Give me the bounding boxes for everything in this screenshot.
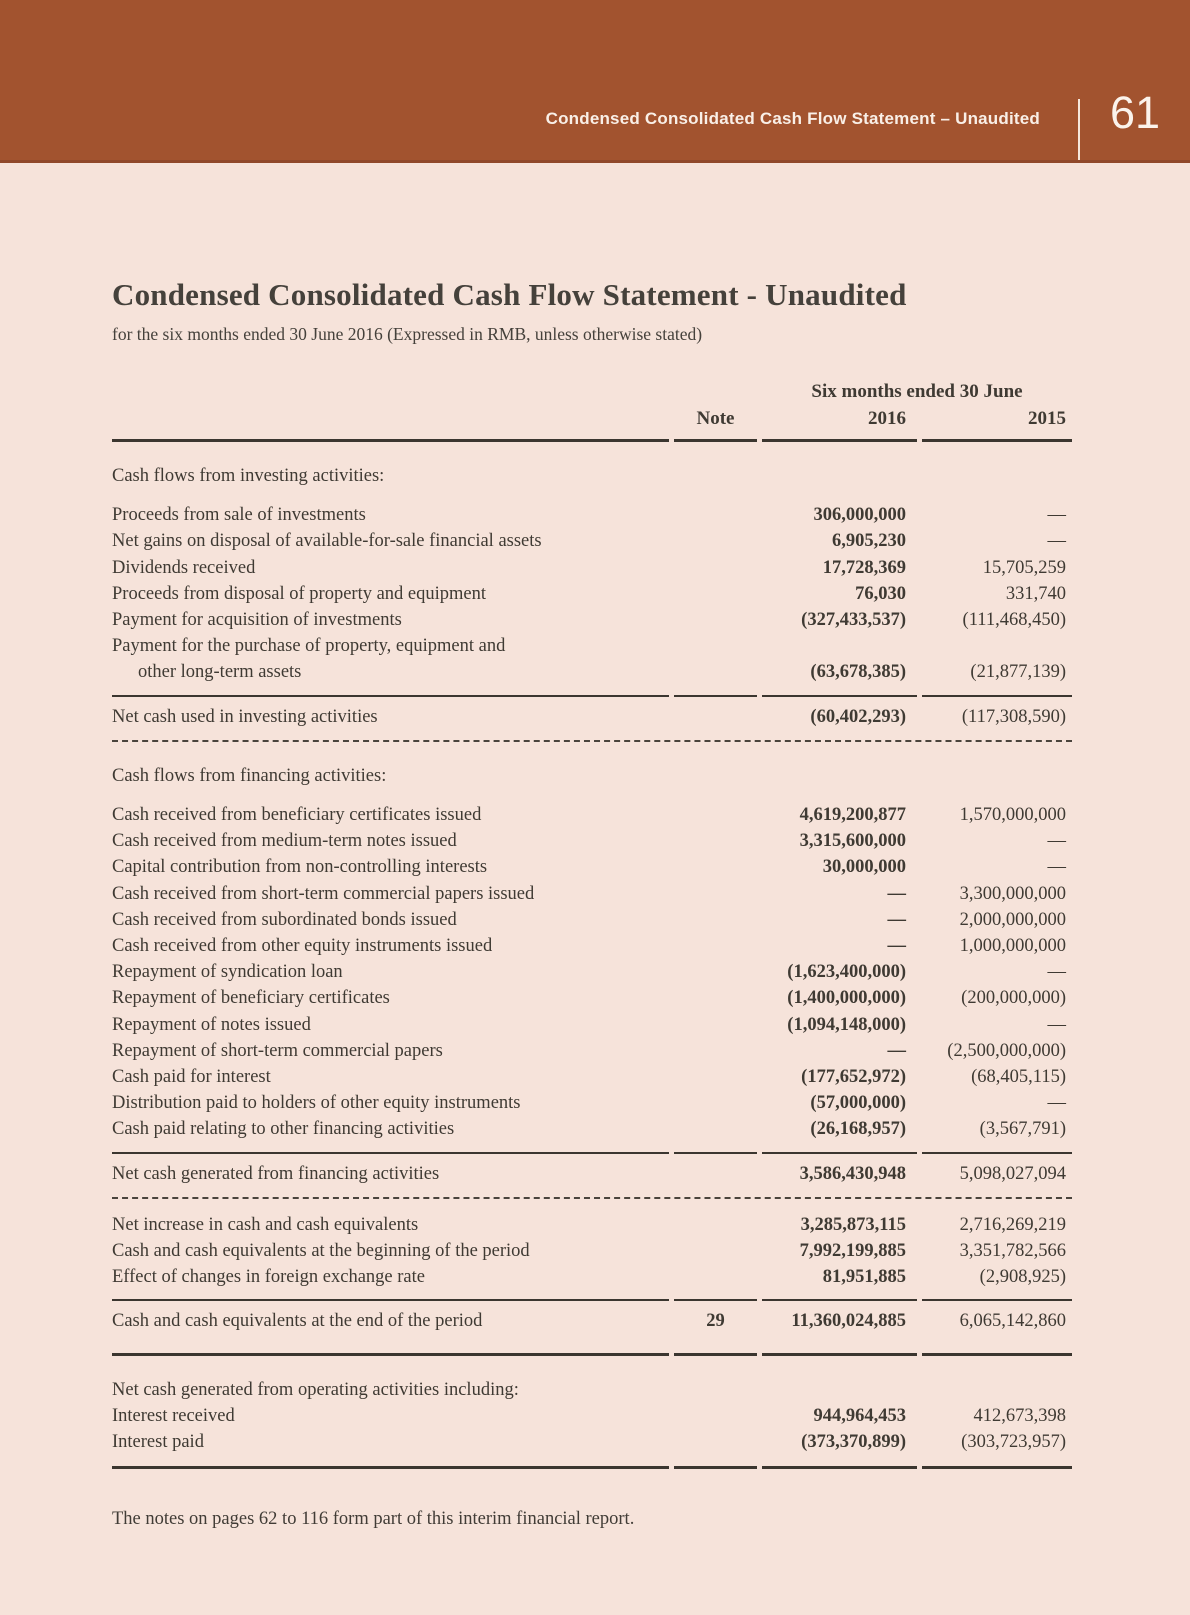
- running-header-title: Condensed Consolidated Cash Flow Statement – Unaudited: [545, 109, 1040, 128]
- table-row: [112, 502, 1072, 528]
- row-label: Cash paid for interest: [112, 1067, 271, 1088]
- row-value-2015: 3,351,782,566: [959, 1241, 1066, 1262]
- row-value-2015: 1,570,000,000: [959, 805, 1066, 826]
- row-label: Capital contribution from non-controlling interests: [112, 857, 488, 878]
- table-row: [112, 959, 1072, 985]
- row-value-2015: (117,308,590): [961, 706, 1066, 727]
- row-label: Distribution paid to holders of other equity instruments: [112, 1093, 521, 1114]
- table-row: [112, 985, 1072, 1011]
- section-heading: [112, 463, 1072, 489]
- document-subtitle: for the six months ended 30 June 2016 (Expressed in RMB, unless otherwise stated): [112, 324, 703, 344]
- table-rule: [112, 1299, 1072, 1301]
- row-value-2016: (60,402,293): [810, 706, 906, 727]
- row-value-2016: 3,586,430,948: [799, 1163, 906, 1184]
- table-row: [112, 1264, 1072, 1290]
- row-label: Net gains on disposal of available-for-sale financial assets: [112, 531, 542, 552]
- column-header-2015: 2015: [1028, 408, 1066, 429]
- row-value-2016: —: [887, 936, 906, 957]
- row-label: Cash received from other equity instruments issued: [112, 936, 493, 957]
- row-value-2015: 412,673,398: [973, 1405, 1066, 1426]
- table-row: [112, 854, 1072, 880]
- row-value-2015: (2,908,925): [979, 1267, 1066, 1288]
- table-closing-rule: [112, 1466, 1072, 1469]
- row-value-2016: (63,678,385): [810, 662, 906, 683]
- row-value-2016: 7,992,199,885: [799, 1241, 906, 1262]
- row-label: Net cash generated from financing activities: [112, 1163, 440, 1184]
- table-row: [112, 528, 1072, 554]
- row-value-2015: (3,567,791): [979, 1119, 1066, 1140]
- table-row: [112, 907, 1072, 933]
- row-label: Cash paid relating to other financing activities: [112, 1119, 455, 1140]
- table-row: [112, 1429, 1072, 1455]
- row-value-2015: —: [1047, 962, 1066, 983]
- row-value-2016: 6,905,230: [832, 531, 906, 552]
- section-heading-label: Cash flows from investing activities:: [112, 466, 385, 486]
- row-value-2016: 11,360,024,885: [791, 1311, 906, 1332]
- row-value-2015: 6,065,142,860: [959, 1311, 1066, 1332]
- row-value-2015: (200,000,000): [961, 988, 1066, 1009]
- row-label: Cash received from short-term commercial papers issued: [112, 883, 535, 904]
- row-value-2015: —: [1047, 831, 1066, 852]
- table-header-rule: [112, 439, 1072, 442]
- row-value-2016: (373,370,899): [801, 1432, 906, 1453]
- row-label: Proceeds from sale of investments: [112, 505, 366, 526]
- row-value-2016: (26,168,957): [810, 1119, 906, 1140]
- table-row: [112, 1038, 1072, 1064]
- row-value-2015: —: [1047, 505, 1066, 526]
- row-value-2015: 2,716,269,219: [959, 1214, 1066, 1235]
- section-heading-label: Net cash generated from operating activities including:: [112, 1379, 519, 1400]
- table-row: [112, 1116, 1072, 1142]
- row-value-2015: 2,000,000,000: [959, 909, 1066, 930]
- row-value-2016: (1,623,400,000): [787, 962, 906, 983]
- row-label: Cash received from subordinated bonds issued: [112, 909, 457, 930]
- row-label: Cash received from medium-term notes issued: [112, 831, 457, 852]
- table-row: [112, 1403, 1072, 1429]
- table-closing-rule: [112, 1353, 1072, 1356]
- row-value-2016: —: [887, 883, 906, 904]
- table-row: [112, 659, 1072, 685]
- row-value-2015: (21,877,139): [970, 662, 1066, 683]
- table-spacer: [112, 789, 1072, 802]
- table-row: [112, 633, 1072, 659]
- row-value-2015: 3,300,000,000: [959, 883, 1066, 904]
- row-label: other long-term assets: [138, 662, 302, 683]
- row-label: Net cash used in investing activities: [112, 706, 378, 727]
- row-value-2016: 3,315,600,000: [799, 831, 906, 852]
- table-row: [112, 1238, 1072, 1264]
- row-label: Repayment of notes issued: [112, 1014, 311, 1035]
- table-row: [112, 581, 1072, 607]
- row-value-2015: (68,405,115): [971, 1067, 1066, 1088]
- row-value-2016: 76,030: [855, 583, 906, 604]
- section-heading: [112, 763, 1072, 789]
- row-value-2015: —: [1047, 1093, 1066, 1114]
- row-value-2016: 17,728,369: [822, 557, 906, 578]
- row-value-2015: —: [1047, 531, 1066, 552]
- row-value-2016: 3,285,873,115: [800, 1214, 906, 1235]
- total-row: [112, 697, 1072, 737]
- row-value-2015: (111,468,450): [962, 610, 1066, 631]
- table-spacer: [112, 1199, 1072, 1212]
- cash-flow-table: [112, 379, 1072, 1469]
- row-value-2016: —: [887, 1040, 906, 1061]
- row-value-2015: 5,098,027,094: [959, 1163, 1066, 1184]
- row-value-2016: 81,951,885: [822, 1267, 906, 1288]
- row-value-2016: (1,400,000,000): [787, 988, 906, 1009]
- table-row: [112, 1090, 1072, 1116]
- row-value-2015: 1,000,000,000: [959, 936, 1066, 957]
- total-row: [112, 1301, 1072, 1341]
- table-rule: [112, 1152, 1072, 1154]
- row-label: Cash and cash equivalents at the end of the period: [112, 1311, 483, 1332]
- row-label: Repayment of short-term commercial papers: [112, 1040, 443, 1061]
- row-note: 29: [706, 1311, 725, 1332]
- column-header-row: [112, 406, 1072, 432]
- row-label: Interest received: [112, 1405, 235, 1426]
- row-value-2016: (327,433,537): [801, 610, 906, 631]
- row-value-2016: 30,000,000: [822, 857, 906, 878]
- row-label: Cash and cash equivalents at the beginning of the period: [112, 1241, 530, 1262]
- row-value-2016: 306,000,000: [813, 505, 906, 526]
- table-rule: [112, 695, 1072, 697]
- page-number: 61: [1109, 87, 1161, 138]
- table-row: [112, 1064, 1072, 1090]
- row-value-2015: —: [1047, 857, 1066, 878]
- table-row: [112, 555, 1072, 581]
- row-value-2016: 4,619,200,877: [799, 805, 906, 826]
- table-row: [112, 1212, 1072, 1238]
- notes-reference: The notes on pages 62 to 116 form part of this interim financial report.: [112, 1509, 635, 1530]
- row-value-2015: (2,500,000,000): [947, 1040, 1066, 1061]
- row-label: Net increase in cash and cash equivalents: [112, 1214, 419, 1235]
- column-header-note: Note: [696, 408, 735, 429]
- row-value-2015: —: [1047, 1014, 1066, 1035]
- table-row: [112, 933, 1072, 959]
- column-group-header: Six months ended 30 June: [811, 381, 1023, 402]
- row-label: Effect of changes in foreign exchange rate: [112, 1267, 425, 1288]
- page-header-bar: [0, 0, 1190, 163]
- section-heading: [112, 1377, 1072, 1403]
- row-value-2016: (177,652,972): [801, 1067, 906, 1088]
- table-row: [112, 828, 1072, 854]
- row-value-2015: 15,705,259: [982, 557, 1066, 578]
- column-group-header-row: [112, 379, 1072, 405]
- row-label: Dividends received: [112, 557, 256, 578]
- row-value-2016: (57,000,000): [810, 1093, 906, 1114]
- row-value-2016: 944,964,453: [813, 1405, 906, 1426]
- table-row: [112, 1012, 1072, 1038]
- total-row: [112, 1154, 1072, 1194]
- section-heading-label: Cash flows from financing activities:: [112, 765, 387, 786]
- document-body: [0, 277, 1190, 1530]
- row-label: Cash received from beneficiary certificates issued: [112, 805, 482, 826]
- column-header-2016: 2016: [868, 408, 906, 429]
- row-label: Repayment of syndication loan: [112, 962, 343, 983]
- table-body: [112, 463, 1072, 1469]
- table-row: [112, 881, 1072, 907]
- row-label: Payment for the purchase of property, equipment and: [112, 636, 506, 657]
- row-value-2016: —: [887, 909, 906, 930]
- row-label: Proceeds from disposal of property and equipment: [112, 583, 487, 604]
- row-label: Payment for acquisition of investments: [112, 610, 402, 631]
- row-value-2015: (303,723,957): [961, 1432, 1066, 1453]
- document-title: Condensed Consolidated Cash Flow Statement - Unaudited: [112, 277, 907, 312]
- row-value-2015: 331,740: [1005, 583, 1066, 604]
- table-row: [112, 607, 1072, 633]
- table-dashed-rule: [112, 740, 1072, 742]
- table-spacer: [112, 489, 1072, 502]
- table-row: [112, 802, 1072, 828]
- row-value-2016: (1,094,148,000): [787, 1014, 906, 1035]
- row-label: Repayment of beneficiary certificates: [112, 988, 390, 1009]
- row-label: Interest paid: [112, 1432, 204, 1453]
